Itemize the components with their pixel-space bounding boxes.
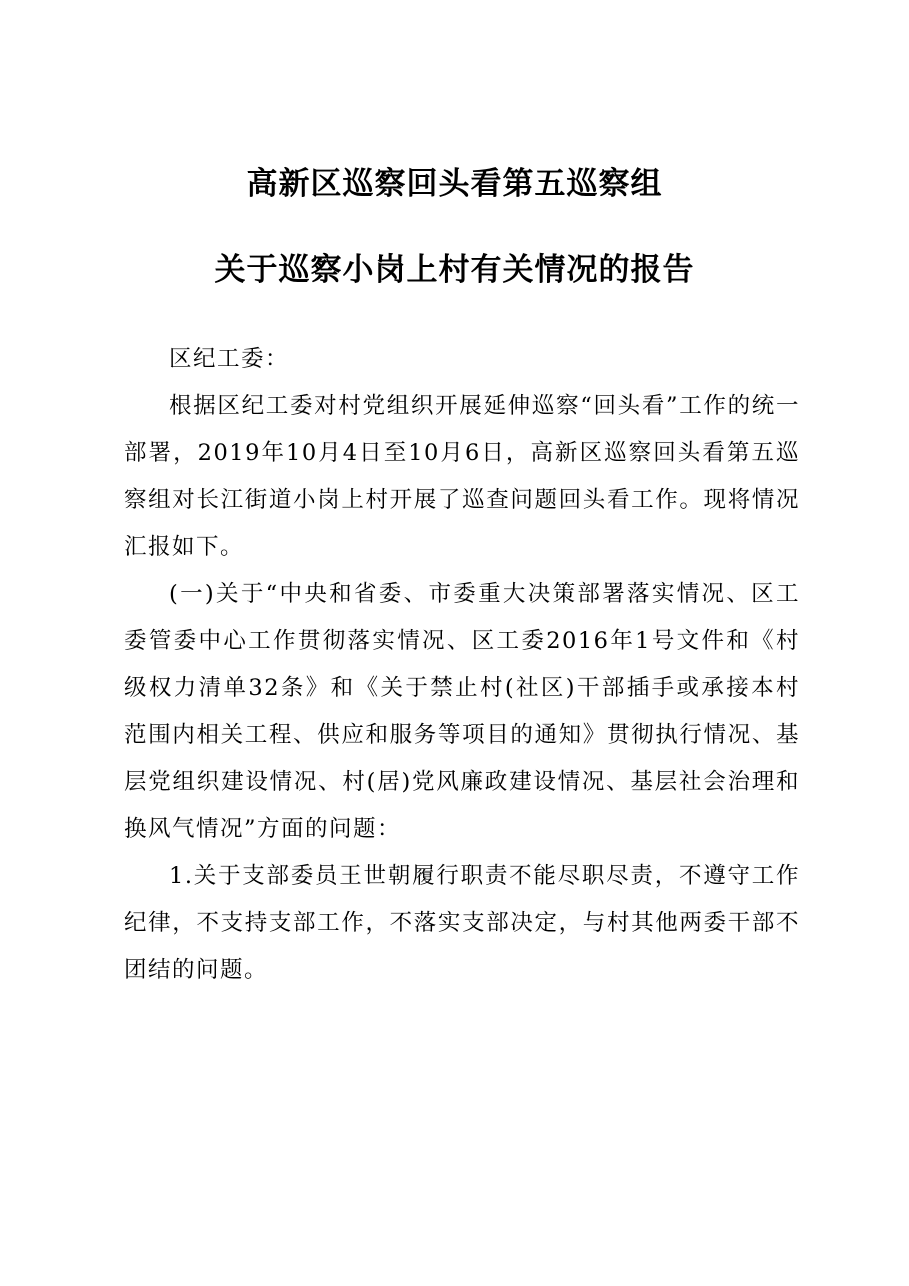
salutation: 区纪工委： [169, 346, 290, 372]
paragraph-intro: 根据区纪工委对村党组织开展延伸巡察“回头看”工作的统一部署，2019年10月4日至10月6日，高新区巡察回头看第五巡察组对长江街道小岗上村开展了巡查问题回头看工作。现将情况汇报如下。 [124, 393, 800, 560]
document-body [124, 336, 800, 994]
paragraph-item-one: 1.关于支部委员王世朝履行职责不能尽职尽责，不遵守工作纪律，不支持支部工作，不落实支部决定，与村其他两委干部不团结的问题。 [124, 863, 800, 983]
document-title-line-2: 关于巡察小岗上村有关情况的报告 [214, 252, 695, 288]
paragraph-section-one: (一)关于“中央和省委、市委重大决策部署落实情况、区工委管委中心工作贯彻落实情况、区工委2016年1号文件和《村级权力清单32条》和《关于禁止村(社区)干部插手或承接本村范围内相关工程、供应和服务等项目的通知》贯彻执行情况、基层党组织建设情况、村(居)党风廉政建设情况、基层社会治理和换风气情况”方面的问题： [124, 581, 800, 842]
document-title-line-1: 高新区巡察回头看第五巡察组 [246, 166, 663, 202]
